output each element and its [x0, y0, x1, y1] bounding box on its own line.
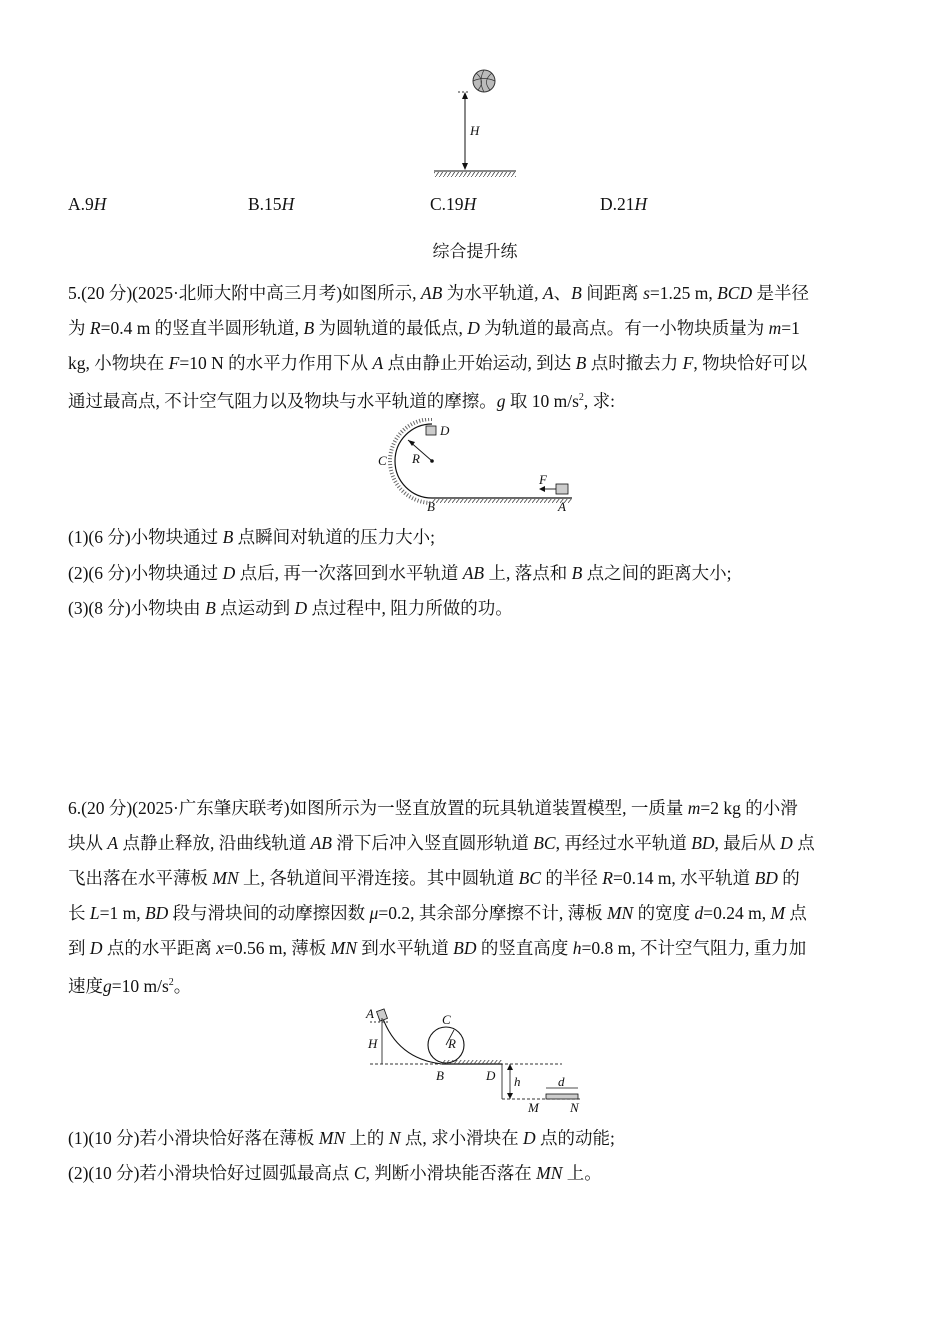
- q6-line-3: 飞出落在水平薄板 MN 上, 各轨道间平滑连接。其中圆轨道 BC 的半径 R=0.14 m, 水平轨道 BD 的: [68, 868, 800, 888]
- q5-label-A: A: [558, 499, 566, 514]
- option-b: B.15H: [248, 194, 295, 214]
- q6-sub-2: (2)(10 分)若小滑块恰好过圆弧最高点 C, 判断小滑块能否落在 MN 上。: [68, 1163, 602, 1183]
- q6-label-C: C: [442, 1012, 451, 1027]
- q5-label-B: B: [427, 499, 435, 514]
- q6-line-1: 6.(20 分)(2025·广东肇庆联考)如图所示为一竖直放置的玩具轨道装置模型, 一质量 m=2 kg 的小滑: [68, 798, 798, 818]
- q6-line-2: 块从 A 点静止释放, 沿曲线轨道 AB 滑下后冲入竖直圆形轨道 BC, 再经过水平轨道 BD, 最后从 D 点: [68, 833, 815, 853]
- q6-line-4: 长 L=1 m, BD 段与滑块间的动摩擦因数 μ=0.2, 其余部分摩擦不计, 薄板 MN 的宽度 d=0.24 m, M 点: [68, 903, 807, 923]
- q5-sub-3: (3)(8 分)小物块由 B 点运动到 D 点过程中, 阻力所做的功。: [68, 598, 513, 618]
- q6-label-B: B: [436, 1068, 444, 1083]
- q5-figure: [372, 418, 582, 514]
- q5-label-R: R: [412, 451, 420, 466]
- q5-line-1: 5.(20 分)(2025·北师大附中高三月考)如图所示, AB 为水平轨道, A、B 间距离 s=1.25 m, BCD 是半径: [68, 283, 809, 303]
- q6-figure: [362, 1004, 592, 1116]
- q6-label-d: d: [558, 1074, 565, 1089]
- q6-label-M: M: [528, 1100, 539, 1115]
- q6-label-N: N: [570, 1100, 579, 1115]
- q5-line-2: 为 R=0.4 m 的竖直半圆形轨道, B 为圆轨道的最低点, D 为轨道的最高点。有一小物块质量为 m=1: [68, 318, 800, 338]
- q4-figure: [420, 62, 530, 182]
- q5-sub-1: (1)(6 分)小物块通过 B 点瞬间对轨道的压力大小;: [68, 527, 436, 547]
- q6-label-h: h: [514, 1074, 521, 1089]
- q5-label-C: C: [378, 453, 387, 468]
- section-title: 综合提升练: [432, 242, 518, 262]
- q6-label-A: A: [366, 1006, 374, 1021]
- q5-line-3: kg, 小物块在 F=10 N 的水平力作用下从 A 点由静止开始运动, 到达 B 点时撤去力 F, 物块恰好可以: [68, 353, 808, 373]
- q6-line-5: 到 D 点的水平距离 x=0.56 m, 薄板 MN 到水平轨道 BD 的竖直高度 h=0.8 m, 不计空气阻力, 重力加: [68, 938, 807, 958]
- option-c: C.19H: [430, 194, 477, 214]
- q6-line-6: 速度g=10 $m/s^2$。: [68, 975, 192, 996]
- q6-label-D: D: [486, 1068, 496, 1083]
- q5-label-F: F: [539, 472, 547, 487]
- option-a: A.9H: [68, 194, 107, 214]
- q6-label-H: H: [368, 1036, 378, 1051]
- q5-sub-2: (2)(6 分)小物块通过 D 点后, 再一次落回到水平轨道 AB 上, 落点和 B 点之间的距离大小;: [68, 563, 732, 583]
- option-d: D.21H: [600, 194, 648, 214]
- q5-label-D: D: [440, 423, 450, 438]
- q6-sub-1: (1)(10 分)若小滑块恰好落在薄板 MN 上的 N 点, 求小滑块在 D 点的动能;: [68, 1128, 615, 1148]
- q4-label-H: H: [470, 123, 480, 138]
- q6-label-R: R: [448, 1036, 456, 1051]
- q5-line-4: 通过最高点, 不计空气阻力以及物块与水平轨道的摩擦。g 取 10 $m/s^2$, 求:: [68, 390, 616, 411]
- basketball-icon: [473, 70, 495, 92]
